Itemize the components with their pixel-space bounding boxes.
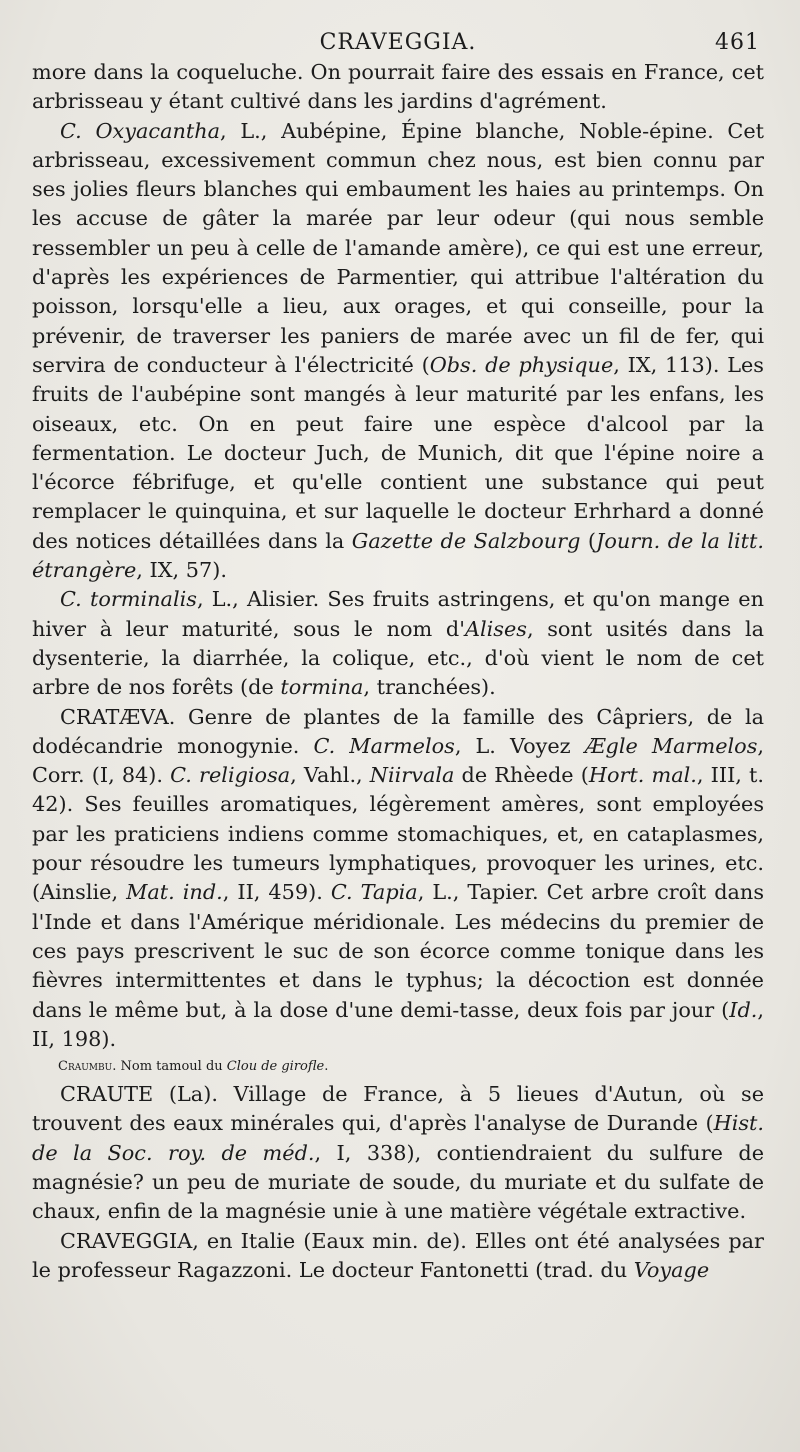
entry-headword: CRAVEGGIA xyxy=(60,1228,193,1253)
text-run: , Corr. (I, 84). xyxy=(32,733,764,788)
paragraph-craveggia xyxy=(32,1227,764,1286)
text-run: , II, 198). xyxy=(32,997,764,1051)
text-run: de Rhèede ( xyxy=(454,763,589,788)
paragraph-crataeva xyxy=(32,703,764,1055)
text-run: tormina xyxy=(280,675,364,700)
text-run: Niirvala xyxy=(369,763,455,788)
text-run: Id. xyxy=(729,997,758,1022)
paragraph-oxyacantha xyxy=(32,117,764,586)
text-run: . Genre de plantes de la famille des Câpriers, de la dodécandrie monogynie. xyxy=(32,704,764,758)
text-run: ( xyxy=(580,528,596,553)
note-craumbu xyxy=(32,1054,764,1080)
running-title: CRAVEGGIA. xyxy=(319,30,477,55)
text-run: . xyxy=(324,1059,329,1075)
text-run: Mat. ind. xyxy=(126,880,223,905)
text-run: . Nom tamoul du xyxy=(112,1059,227,1075)
text-run: , IX, 57). xyxy=(136,558,227,583)
text-run: Voyage xyxy=(633,1257,710,1282)
text-run: Hist. de la Soc. roy. de méd. xyxy=(32,1111,764,1165)
text-run: , L. Voyez xyxy=(454,733,585,758)
text-run: Obs. de physique xyxy=(429,352,614,377)
text-run: , I, 338), contiendraient du sulfure de magnésie? un peu de muriate de soude, du muriate et du sulfate de chaux, enfin de la magnésie unie à une matière végétale extractive. xyxy=(32,1140,765,1224)
text-run: , L., Alisier. Ses fruits astringens, et qu'on mange en hiver à leur maturité, sous le nom d' xyxy=(32,587,764,641)
text-run: , Vahl., xyxy=(290,763,370,788)
text-run: Journ. de la litt. étrangère xyxy=(32,528,764,583)
running-header xyxy=(32,28,764,58)
text-run: Ægle Marmelos xyxy=(584,733,758,758)
text-run: (La). Village de France, à 5 lieues d'Autun, où se trouvent des eaux minérales qui, d'après l'analyse de Durande ( xyxy=(32,1082,764,1136)
text-run: Alises xyxy=(464,616,527,641)
entry-headword: CRAUTE xyxy=(60,1082,154,1107)
text-run: C. religiosa xyxy=(170,763,291,788)
text-run: C. torminalis xyxy=(60,587,197,612)
text-run: , en Italie (Eaux min. de). Elles ont été analysées par le professeur Ragazzoni. Le docteur Fantonetti (trad. du xyxy=(32,1228,764,1282)
text-run: , IX, 113). Les fruits de l'aubépine sont mangés à leur maturité par les enfans, les oiseaux, etc. On en peut faire une espèce d'alcool par la fermentation. Le docteur Juch, de Munich, dit que l'épine noire a l'écorce fébrifuge, et qu'elle contient une substance qui peut remplacer le quinquina, et sur laquelle le docteur Erhrhard a donné des notices détaillées dans la xyxy=(32,352,764,553)
text-run: , II, 459). xyxy=(222,880,331,905)
text-run: , sont usités dans la dysenterie, la diarrhée, la colique, etc., d'où vient le nom de cet arbre de nos forêts (de xyxy=(32,616,764,700)
text-run: more dans la coqueluche. On pourrait faire des essais en France, cet arbrisseau y étant cultivé dans les jardins d'agrément. xyxy=(32,60,764,114)
page-number: 461 xyxy=(715,30,760,55)
text-run: , L., Tapier. Cet arbre croît dans l'Inde et dans l'Amérique méridionale. Les médecins du premier de ces pays prescrivent le suc de son écorce comme tonique dans les fièvres intermittentes et dans le typhus; la décoction est donnée dans le même but, à la dose d'une demi-tasse, deux fois par jour ( xyxy=(32,880,765,1022)
text-run: Gazette de Salzbourg xyxy=(351,528,581,553)
entry-headword: CRATÆVA xyxy=(60,704,169,729)
text-run: , tranchées). xyxy=(363,675,496,700)
text-run: Clou de girofle xyxy=(226,1059,325,1075)
text-run: Hort. mal. xyxy=(588,763,697,788)
text-run: , III, t. 42). Ses feuilles aromatiques, légèrement amères, sont employées par les praticiens indiens comme stomachiques, et, en cataplasmes, pour résoudre les tumeurs lymphatiques, provoquer les urines, etc. (Ainslie, xyxy=(32,763,764,905)
page-body xyxy=(32,58,764,1285)
text-run: C. Oxyacantha xyxy=(60,118,221,143)
text-run: C. Tapia xyxy=(330,880,418,905)
paragraph-craute xyxy=(32,1080,764,1226)
paragraph-torminalis xyxy=(32,585,764,702)
note-headword: Craumbu xyxy=(58,1059,113,1075)
text-run: C. Marmelos xyxy=(313,733,455,758)
paragraph-continuation xyxy=(32,58,764,117)
text-run: , L., Aubépine, Épine blanche, Noble-épine. Cet arbrisseau, excessivement commun chez nous, est bien connu par ses jolies fleurs blanches qui embaument les haies au printemps. On les accuse de gâter la marée par leur odeur (qui nous semble ressembler un peu à celle de l'amande amère), ce qui est une erreur, d'après les expériences de Parmentier, qui attribue l'altération du poisson, lorsqu'elle a lieu, aux orages, et qui conseille, pour la prévenir, de traverser les paniers de marée avec un fil de fer, qui servira de conducteur à l'électricité ( xyxy=(32,118,764,377)
